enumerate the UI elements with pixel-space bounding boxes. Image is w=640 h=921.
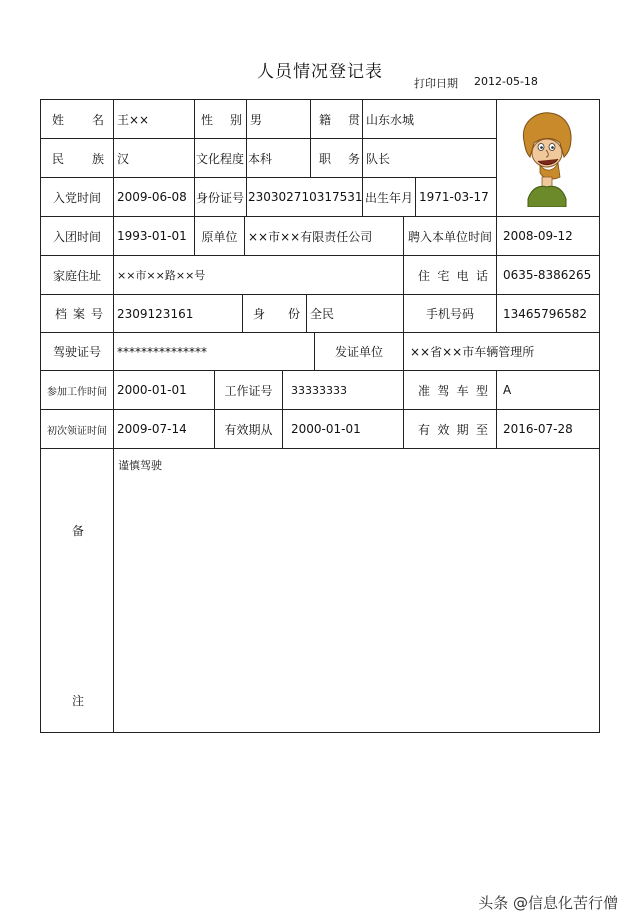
identity-value: 全民 <box>310 307 335 321</box>
birth-value: 1971-03-17 <box>419 190 489 204</box>
education-value: 本科 <box>248 151 273 166</box>
vehicle-class-value: A <box>503 383 512 397</box>
remarks-label-top: 备 <box>72 524 85 538</box>
license-number-value: *************** <box>117 344 207 359</box>
ethnicity-label: 民 族 <box>52 151 104 166</box>
home-phone-value: 0635-8386265 <box>503 268 592 282</box>
league-date-label: 入团时间 <box>52 229 101 244</box>
portrait-photo <box>516 107 576 207</box>
mobile-value: 13465796582 <box>503 306 587 321</box>
mobile-label: 手机号码 <box>425 307 474 321</box>
issuer-label: 发证单位 <box>334 345 383 359</box>
watermark: 头条 @信息化苦行僧 <box>478 894 618 912</box>
vehicle-class-label: 准 驾 车 型 <box>418 383 488 398</box>
file-number-label: 档 案 号 <box>55 307 103 321</box>
party-date-value: 2009-06-08 <box>117 190 187 204</box>
position-label: 职 务 <box>319 151 360 166</box>
gender-label: 性 别 <box>201 112 242 127</box>
native-place-label: 籍 贯 <box>319 112 360 127</box>
position-value: 队长 <box>366 151 391 166</box>
name-label: 姓 名 <box>52 112 104 127</box>
first-issue-label: 初次领证时间 <box>47 425 107 437</box>
issuer-value: ××省××市车辆管理所 <box>410 345 535 359</box>
native-place-value: 山东水城 <box>366 112 415 127</box>
work-start-label: 参加工作时间 <box>47 386 107 398</box>
work-cert-value: 33333333 <box>291 383 347 397</box>
first-issue-value: 2009-07-14 <box>117 422 187 436</box>
ethnicity-value: 汉 <box>117 151 130 166</box>
previous-unit-label: 原单位 <box>201 229 238 244</box>
id-number-value: 230302710317531 <box>248 190 363 204</box>
license-number-label: 驾驶证号 <box>52 345 101 359</box>
identity-label: 身 份 <box>253 307 300 321</box>
name-value: 王×× <box>117 112 150 127</box>
education-label: 文化程度 <box>196 151 245 166</box>
league-date-value: 1993-01-01 <box>117 229 187 243</box>
work-cert-label: 工作证号 <box>224 383 273 398</box>
page-title: 人员情况登记表 <box>257 62 383 82</box>
join-date-label: 聘入本单位时间 <box>407 229 492 244</box>
remarks-label-bottom: 注 <box>72 694 85 708</box>
valid-to-value: 2016-07-28 <box>503 422 573 436</box>
previous-unit-value: ××市××有限责任公司 <box>248 229 373 244</box>
remarks-text: 谨慎驾驶 <box>118 459 162 472</box>
home-phone-label: 住 宅 电 话 <box>418 268 488 283</box>
valid-from-label: 有效期从 <box>224 422 273 437</box>
join-date-value: 2008-09-12 <box>503 229 573 243</box>
print-date-value: 2012-05-18 <box>474 75 538 88</box>
work-start-value: 2000-01-01 <box>117 383 187 397</box>
file-number-value: 2309123161 <box>117 306 194 321</box>
id-number-label: 身份证号 <box>196 190 245 205</box>
birth-label: 出生年月 <box>364 190 413 205</box>
address-value: ××市××路××号 <box>117 269 206 282</box>
print-date-label: 打印日期 <box>414 77 458 90</box>
party-date-label: 入党时间 <box>52 190 101 205</box>
valid-from-value: 2000-01-01 <box>291 422 361 436</box>
address-label: 家庭住址 <box>52 268 101 283</box>
valid-to-label: 有 效 期 至 <box>418 422 488 437</box>
gender-value: 男 <box>250 112 263 127</box>
